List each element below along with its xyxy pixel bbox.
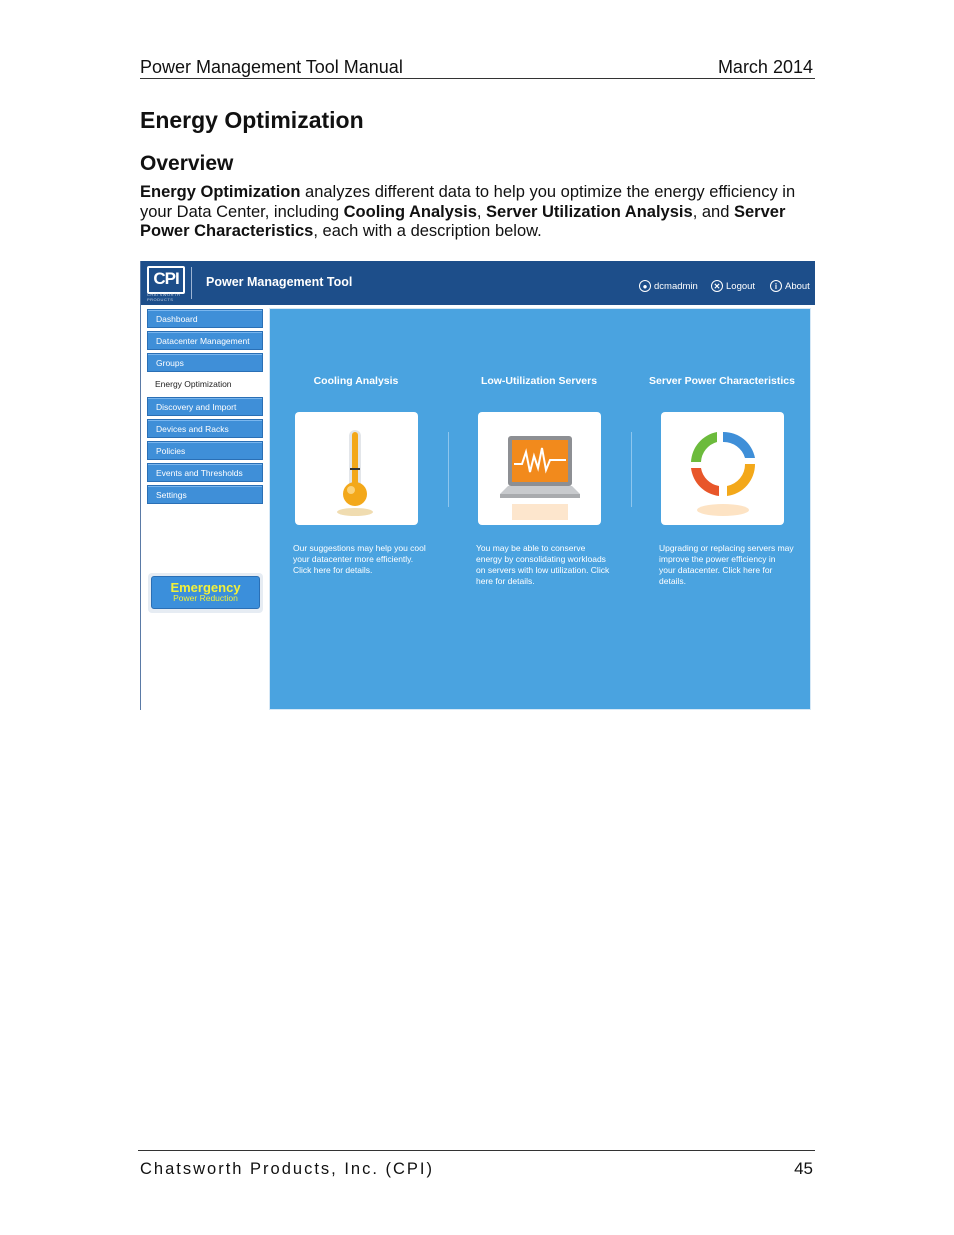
intro-bold-3: Server Utilization Analysis [486, 202, 693, 221]
manual-date: March 2014 [717, 57, 813, 77]
card-title-low-utilization[interactable]: Low-Utilization Servers [480, 375, 598, 387]
user-link[interactable] [639, 280, 698, 292]
cpi-logo: CPI [147, 266, 185, 294]
topbar-divider [191, 267, 192, 299]
nav-settings[interactable]: Settings [147, 485, 263, 504]
card-divider-2 [631, 432, 632, 507]
intro-text-4: , each with a description below. [313, 222, 542, 240]
emergency-power-reduction-button[interactable] [151, 576, 260, 609]
intro-bold-4: Server Power Characteristics [140, 202, 786, 240]
thermometer-icon [295, 412, 418, 525]
intro-text-3: , and [692, 202, 734, 221]
app-screenshot [140, 261, 815, 710]
content-panel [269, 308, 811, 710]
nav-devices-and-racks[interactable]: Devices and Racks [147, 419, 263, 438]
nav-dashboard[interactable]: Dashboard [147, 309, 263, 328]
card-divider-1 [448, 432, 449, 507]
page-header [140, 56, 815, 79]
nav-events-and-thresholds[interactable]: Events and Thresholds [147, 463, 263, 482]
intro-bold-2: Cooling Analysis [343, 202, 477, 221]
logout-label: Logout [726, 280, 756, 292]
cooling-description[interactable]: Our suggestions may help you cool your datacenter more efficiently. Click here for details. [293, 543, 426, 575]
user-icon: ● [639, 280, 651, 292]
card-title-server-power[interactable]: Server Power Characteristics [649, 375, 795, 387]
emergency-button-frame [148, 573, 263, 613]
manual-title: Power Management Tool Manual [140, 57, 403, 77]
page-number: 45 [794, 1159, 813, 1178]
nav-energy-optimization[interactable]: Energy Optimization [147, 375, 263, 394]
nav-discovery-and-import[interactable]: Discovery and Import [147, 397, 263, 416]
nav-groups[interactable]: Groups [147, 353, 263, 372]
server-power-tile[interactable] [661, 412, 784, 525]
card-title-cooling[interactable]: Cooling Analysis [313, 375, 399, 387]
about-link[interactable] [770, 280, 810, 292]
intro-text-1: analyzes different data to help you optimize the energy efficiency in your Data Center, including [140, 183, 796, 221]
app-topbar [141, 261, 815, 305]
emergency-title: Emergency [170, 580, 241, 595]
about-label: About [785, 280, 810, 292]
user-name: dcmadmin [654, 280, 698, 292]
subsection-title: Overview [140, 152, 234, 175]
logo-subtext: CHATSWORTH PRODUCTS [147, 292, 181, 302]
emergency-subtitle: Power Reduction [173, 593, 238, 603]
intro-text-2: , [476, 202, 487, 221]
laptop-chart-icon [478, 412, 601, 525]
nav-datacenter-management[interactable]: Datacenter Management [147, 331, 263, 350]
info-icon: i [770, 280, 782, 292]
cycle-arrows-icon [661, 412, 784, 525]
intro-paragraph [140, 183, 815, 242]
company-name: Chatsworth Products, Inc. (CPI) [140, 1160, 434, 1178]
app-title: Power Management Tool [206, 275, 353, 289]
low-utilization-tile[interactable] [478, 412, 601, 525]
close-icon: ✕ [711, 280, 723, 292]
section-title: Energy Optimization [140, 107, 364, 133]
cooling-analysis-tile[interactable] [295, 412, 418, 525]
sidebar [141, 305, 268, 710]
page-footer [138, 1150, 815, 1178]
intro-bold-1: Energy Optimization [140, 183, 301, 201]
server-power-description[interactable]: Upgrading or replacing servers may improve the power efficiency in your datacenter. Click here for details. [659, 543, 794, 586]
nav-policies[interactable]: Policies [147, 441, 263, 460]
low-utilization-description[interactable]: You may be able to conserve energy by consolidating workloads on servers with low utilization. Click here for details. [476, 543, 610, 586]
logout-link[interactable] [711, 280, 755, 292]
